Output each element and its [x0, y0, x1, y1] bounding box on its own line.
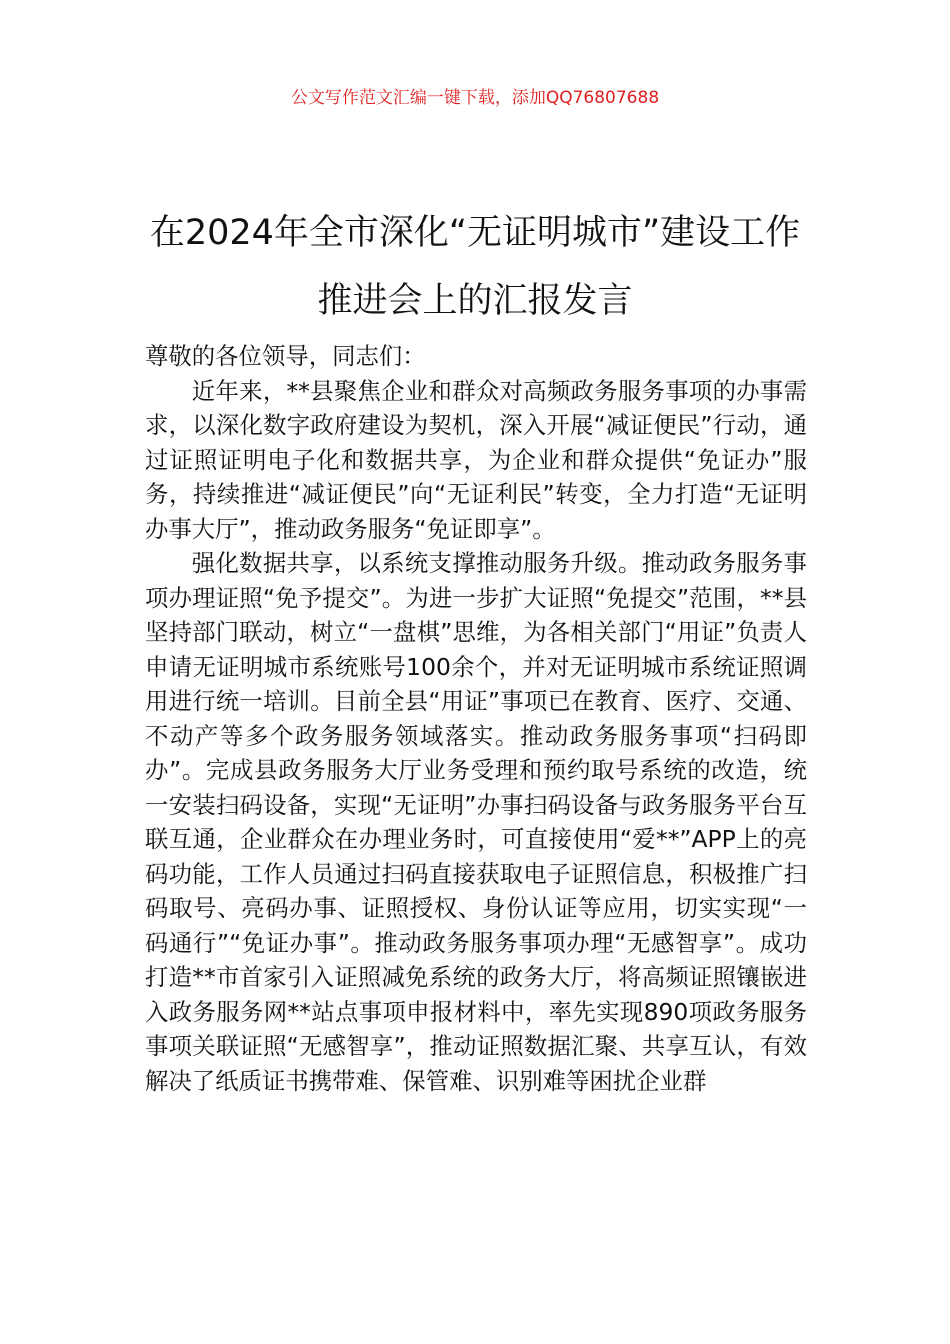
document-title: 在2024年全市深化“无证明城市”建设工作推进会上的汇报发言: [149, 213, 801, 322]
paragraph-intro: 近年来，**县聚焦企业和群众对高频政务服务事项的办事需求，以深化数字政府建设为契机，深入开展“减证便民”行动，通过证照证明电子化和数据共享，为企业和群众提供“免证办”服务，持续推进“减证便民”向“无证利民”转变，全力打造“无证明办事大厅”，推动政务服务“免证即享”。: [145, 376, 807, 543]
paragraph-data-sharing: 强化数据共享，以系统支撑推动服务升级。推动政务服务事项办理证照“免予提交”。为进一步扩大证照“免提交”范围，**县坚持部门联动，树立“一盘棋”思维，为各相关部门“用证”负责人申请无证明城市系统账号100余个，并对无证明城市系统证照调用进行统一培训。目前全县“用证”事项已在教育、医疗、交通、不动产等多个政务服务领域落实。推动政务服务事项“扫码即办”。完成县政务服务大厅业务受理和预约取号系统的改造，统一安装扫码设备，实现“无证明”办事扫码设备与政务服务平台互联互通，企业群众在办理业务时，可直接使用“爱**”APP上的亮码功能，工作人员通过扫码直接获取电子证照信息，积极推广扫码取号、亮码办事、证照授权、身份认证等应用，切实实现“一码通行”“免证办事”。推动政务服务事项办理“无感智享”。成功打造**市首家引入证照减免系统的政务大厅，将高频证照镶嵌进入政务服务网**站点事项申报材料中，率先实现890项政务服务事项关联证照“无感智享”，推动证照数据汇聚、共享互认，有效解决了纸质证书携带难、保管难、识别难等困扰企业群: [145, 549, 807, 1095]
watermark-banner: 公文写作范文汇编一键下载，添加QQ76807688: [290, 88, 660, 108]
salutation: 尊敬的各位领导，同志们：: [145, 342, 426, 370]
document-body: [145, 339, 807, 1098]
